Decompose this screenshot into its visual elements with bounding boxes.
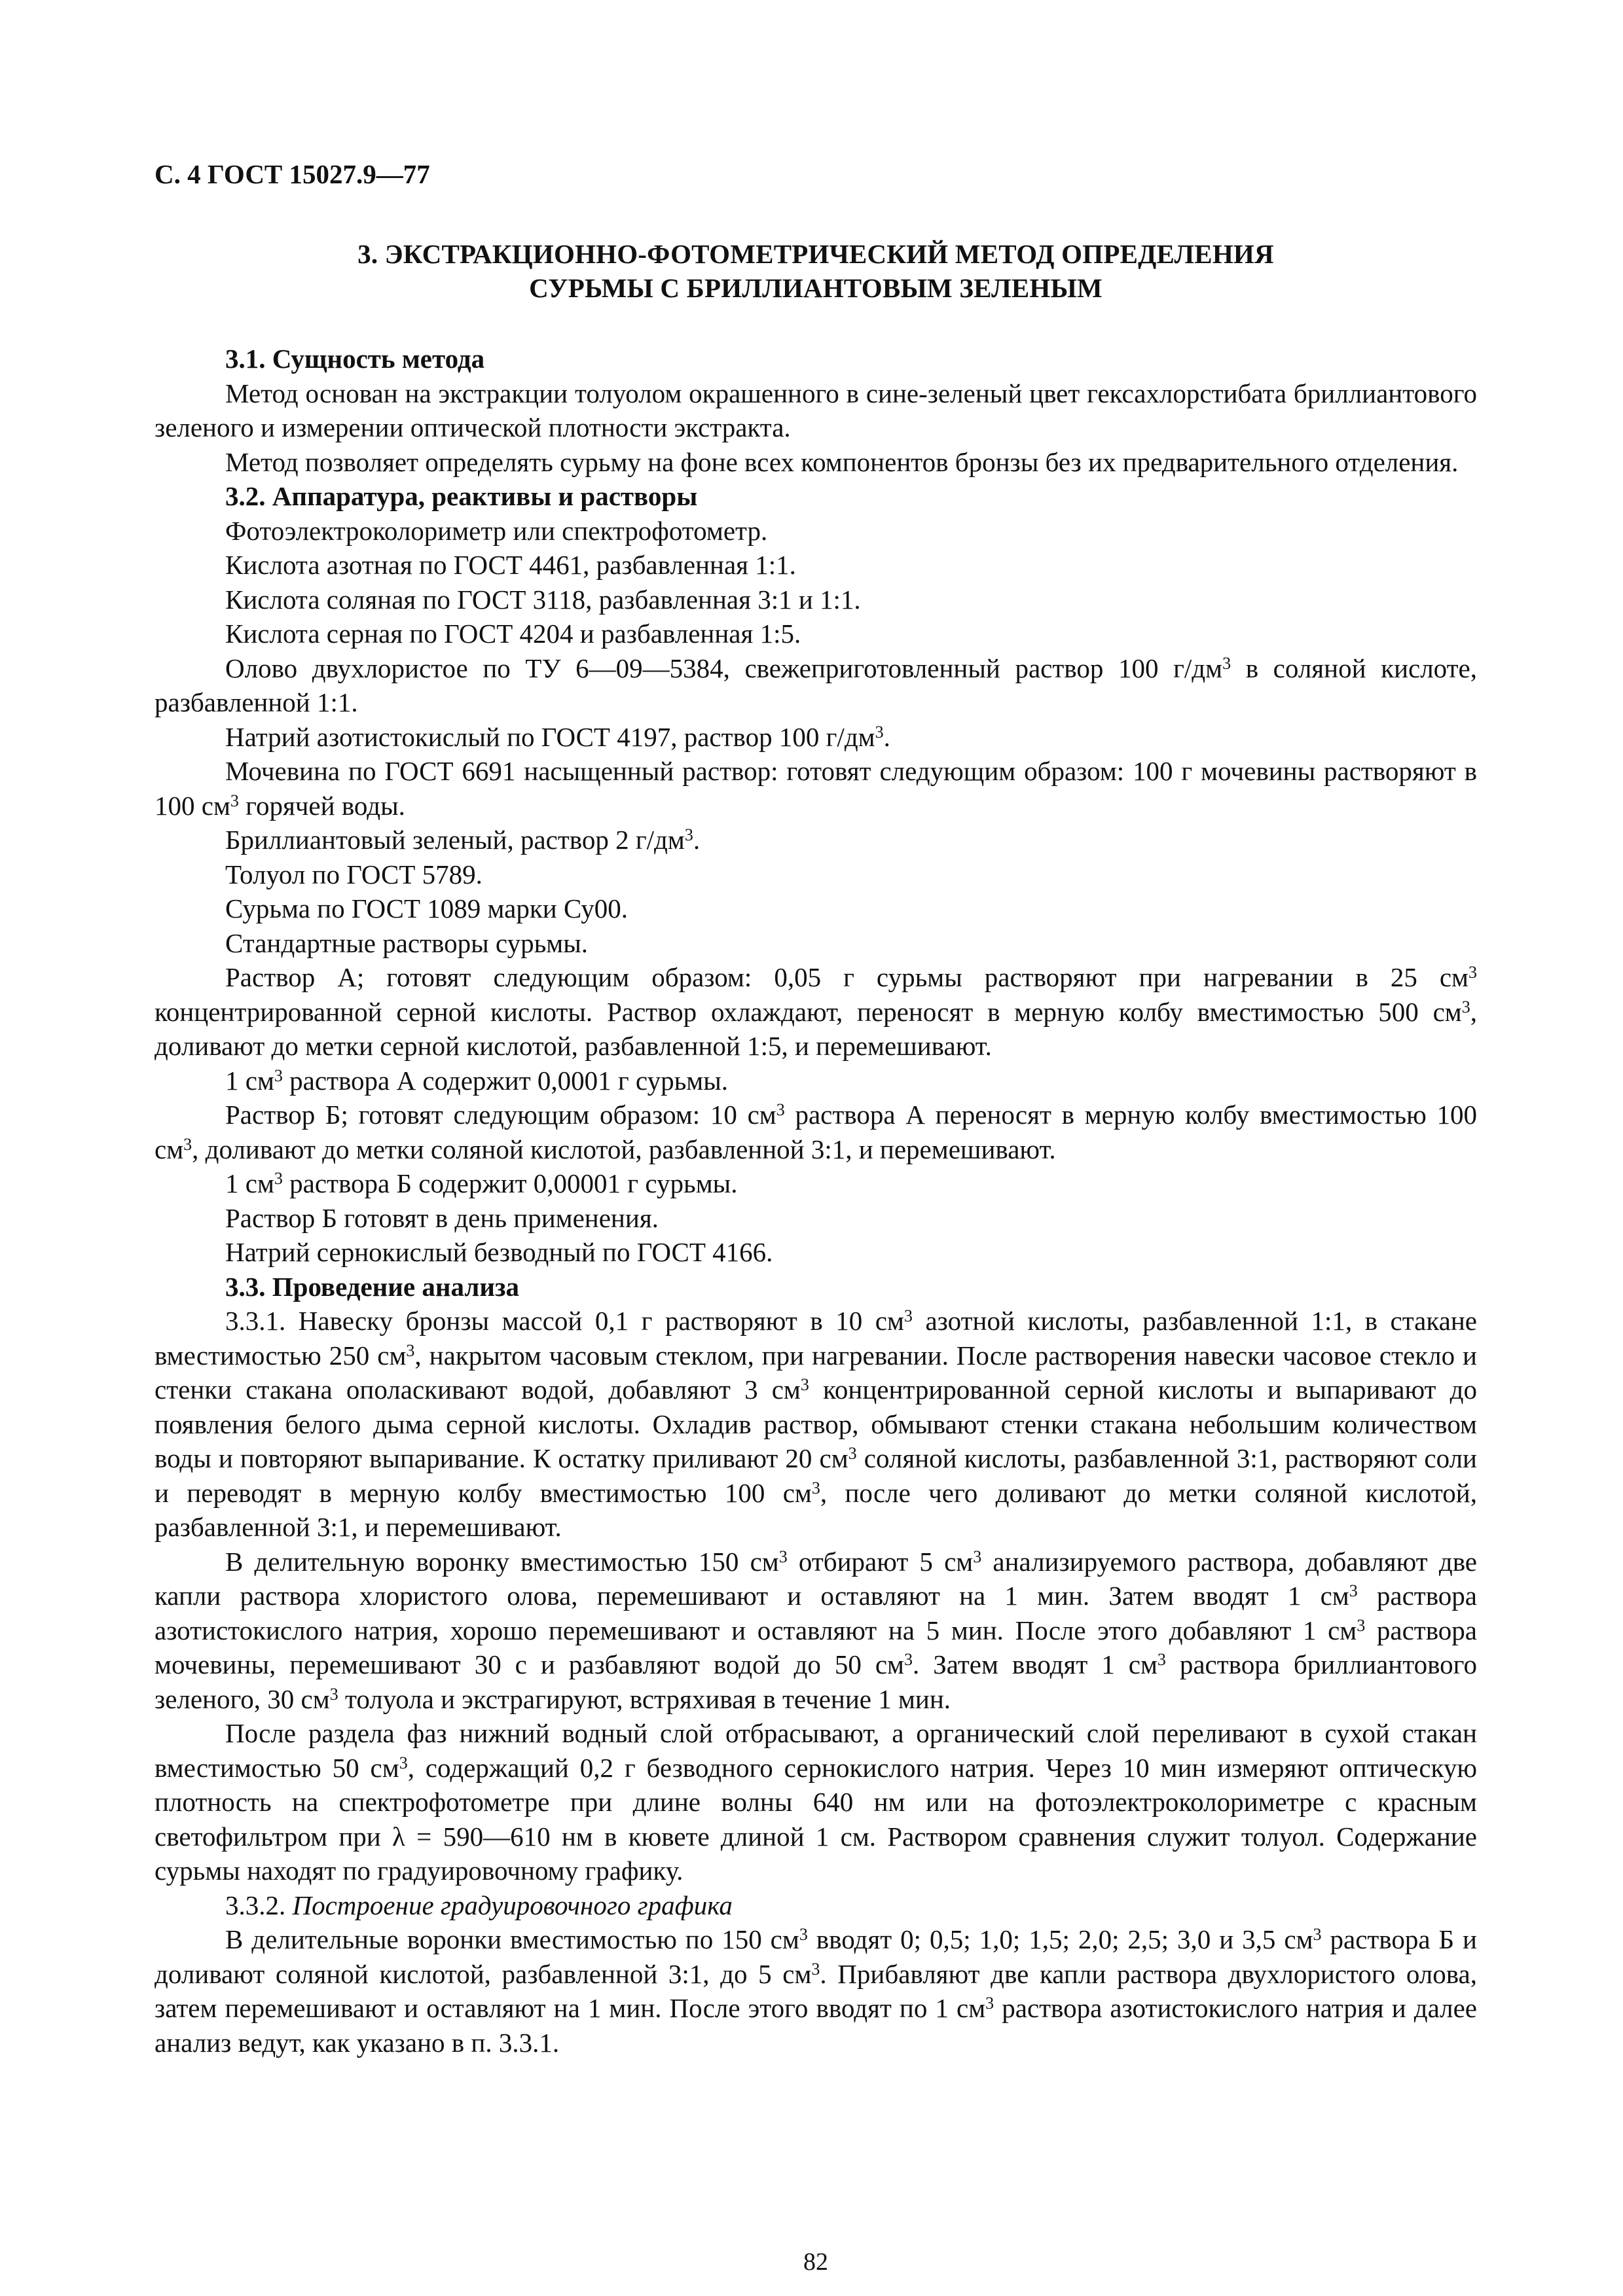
section-title-line-2: СУРЬМЫ С БРИЛЛИАНТОВЫМ ЗЕЛЕНЫМ bbox=[529, 273, 1103, 303]
paragraph: Кислота азотная по ГОСТ 4461, разбавленная 1:1. bbox=[225, 550, 796, 580]
paragraph: 3.3.1. Навеску бронзы массой 0,1 г растворяют в 10 $см^3$ азотной кислоты, разбавленной 1:1, в стакане вместимостью 250 $см^3$, накрытом часовым стеклом, при нагревании. После растворения навески часовое стекло и стенки стакана ополаскивают водой, добавляют 3 $см^3$ концентрированной серной кислоты и выпаривают до появления белого дыма серной кислоты. Охладив раствор, обмывают стенки стакана небольшим количеством воды и повторяют выпаривание. К остатку приливают 20 $см^3$ соляной кислоты, разбавленной 3:1, растворяют соли и переводят в мерную колбу вместимостью 100 $см^3$, после чего доливают до метки соляной кислотой, разбавленной 3:1, и перемешивают. bbox=[155, 1306, 1478, 1542]
paragraph: Раствор А; готовят следующим образом: 0,05 г сурьмы растворяют при нагревании в 25 $см^3$ концентрированной серной кислоты. Раствор охлаждают, переносят в мерную колбу вместимостью 500 $см^3$, доливают до метки серной кислотой, разбавленной 1:5, и перемешивают. bbox=[155, 962, 1477, 1061]
paragraph: Олово двухлористое по ТУ 6—09—5384, свежеприготовленный раствор 100 $г/дм^3$ в соляной кислоте, разбавленной 1:1. bbox=[155, 653, 1477, 717]
paragraph: Кислота соляная по ГОСТ 3118, разбавленная 3:1 и 1:1. bbox=[225, 584, 861, 615]
paragraph: Бриллиантовый зеленый, раствор 2 $г/дм^3$. bbox=[225, 825, 701, 855]
paragraph: Стандартные растворы сурьмы. bbox=[225, 927, 589, 958]
subsection-heading-3-3: 3.3. Проведение анализа bbox=[225, 1271, 519, 1302]
paragraph: Кислота серная по ГОСТ 4204 и разбавленная 1:5. bbox=[225, 619, 801, 649]
subsection-heading-3-2: 3.2. Аппаратура, реактивы и растворы bbox=[225, 481, 698, 511]
paragraph: Натрий азотистокислый по ГОСТ 4197, раствор 100 $г/дм^3$. bbox=[225, 721, 890, 752]
paragraph: Раствор Б готовят в день применения. bbox=[225, 1202, 659, 1233]
paragraph: В делительную воронку вместимостью 150 $см^3$ отбирают 5 $см^3$ анализируемого раствора, добавляют две капли раствора хлористого олова, перемешивают и оставляют на 1 мин. Затем вводят 1 $см^3$ раствора азотистокислого натрия, хорошо перемешивают и оставляют на 5 мин. После этого добавляют 1 $см^3$ раствора мочевины, перемешивают 30 с и разбавляют водой до 50 $см^3$. Затем вводят 1 $см^3$ раствора бриллиантового зеленого, 30 $см^3$ толуола и экстрагируют, встряхивая в течение 1 мин. bbox=[155, 1546, 1478, 1714]
document-page bbox=[155, 157, 1477, 2278]
subsection-heading-3-1: 3.1. Сущность метода bbox=[225, 344, 485, 374]
section-title-line-1: 3. ЭКСТРАКЦИОННО-ФОТОМЕТРИЧЕСКИЙ МЕТОД ОПРЕДЕЛЕНИЯ bbox=[357, 239, 1274, 269]
paragraph: Метод позволяет определять сурьму на фоне всех компонентов бронзы без их предварительного отделения. bbox=[225, 446, 1459, 477]
paragraph: Мочевина по ГОСТ 6691 насыщенный раствор: готовят следующим образом: 100 г мочевины растворяют в 100 $см^3$ горячей воды. bbox=[155, 756, 1477, 821]
running-header: С. 4 ГОСТ 15027.9—77 bbox=[155, 159, 430, 189]
page-number: 82 bbox=[803, 2248, 828, 2276]
paragraph: 1 $см^3$ раствора Б содержит 0,00001 г сурьмы. bbox=[225, 1168, 738, 1198]
paragraph: В делительные воронки вместимостью по 150 $см^3$ вводят 0; 0,5; 1,0; 1,5; 2,0; 2,5; 3,0 и 3,5 $см^3$ раствора Б и доливают соляной кислотой, разбавленной 3:1, до 5 $см^3$. Прибавляют две капли раствора двухлористого олова, затем перемешивают и оставляют на 1 мин. После этого вводят по 1 $см^3$ раствора азотистокислого натрия и далее анализ ведут, как указано в п. 3.3.1. bbox=[155, 1924, 1478, 2058]
paragraph: Толуол по ГОСТ 5789. bbox=[225, 859, 483, 889]
paragraph: Фотоэлектроколориметр или спектрофотометр. bbox=[225, 515, 768, 546]
paragraph: 1 $см^3$ раствора А содержит 0,0001 г сурьмы. bbox=[225, 1065, 729, 1096]
paragraph: После раздела фаз нижний водный слой отбрасывают, а органический слой переливают в сухой стакан вместимостью 50 $см^3$, содержащий 0,2 г безводного сернокислого натрия. Через 10 мин измеряют оптическую плотность на спектрофотометре при длине волны 640 нм или на фотоэлектроколориметре с красным светофильтром при λ = 590—610 нм в кювете длиной 1 см. Раствором сравнения служит толуол. Содержание сурьмы находят по градуировочному графику. bbox=[155, 1718, 1477, 1886]
paragraph: Раствор Б; готовят следующим образом: 10 $см^3$ раствора А переносят в мерную колбу вместимостью 100 $см^3$, доливают до метки соляной кислотой, разбавленной 3:1, и перемешивают. bbox=[155, 1100, 1477, 1164]
paragraph: Сурьма по ГОСТ 1089 марки Су00. bbox=[225, 893, 629, 924]
subsection-heading-3-3-2: 3.3.2. Построение градуировочного графика bbox=[225, 1890, 733, 1920]
section-title bbox=[155, 237, 1477, 305]
paragraph: Метод основан на экстракции толуолом окрашенного в сине-зеленый цвет гексахлорстибата бриллиантового зеленого и измерении оптической плотности экстракта. bbox=[155, 378, 1477, 442]
paragraph: Натрий сернокислый безводный по ГОСТ 4166. bbox=[225, 1237, 773, 1267]
subsection-title-italic: Построение градуировочного графика bbox=[292, 1890, 733, 1920]
